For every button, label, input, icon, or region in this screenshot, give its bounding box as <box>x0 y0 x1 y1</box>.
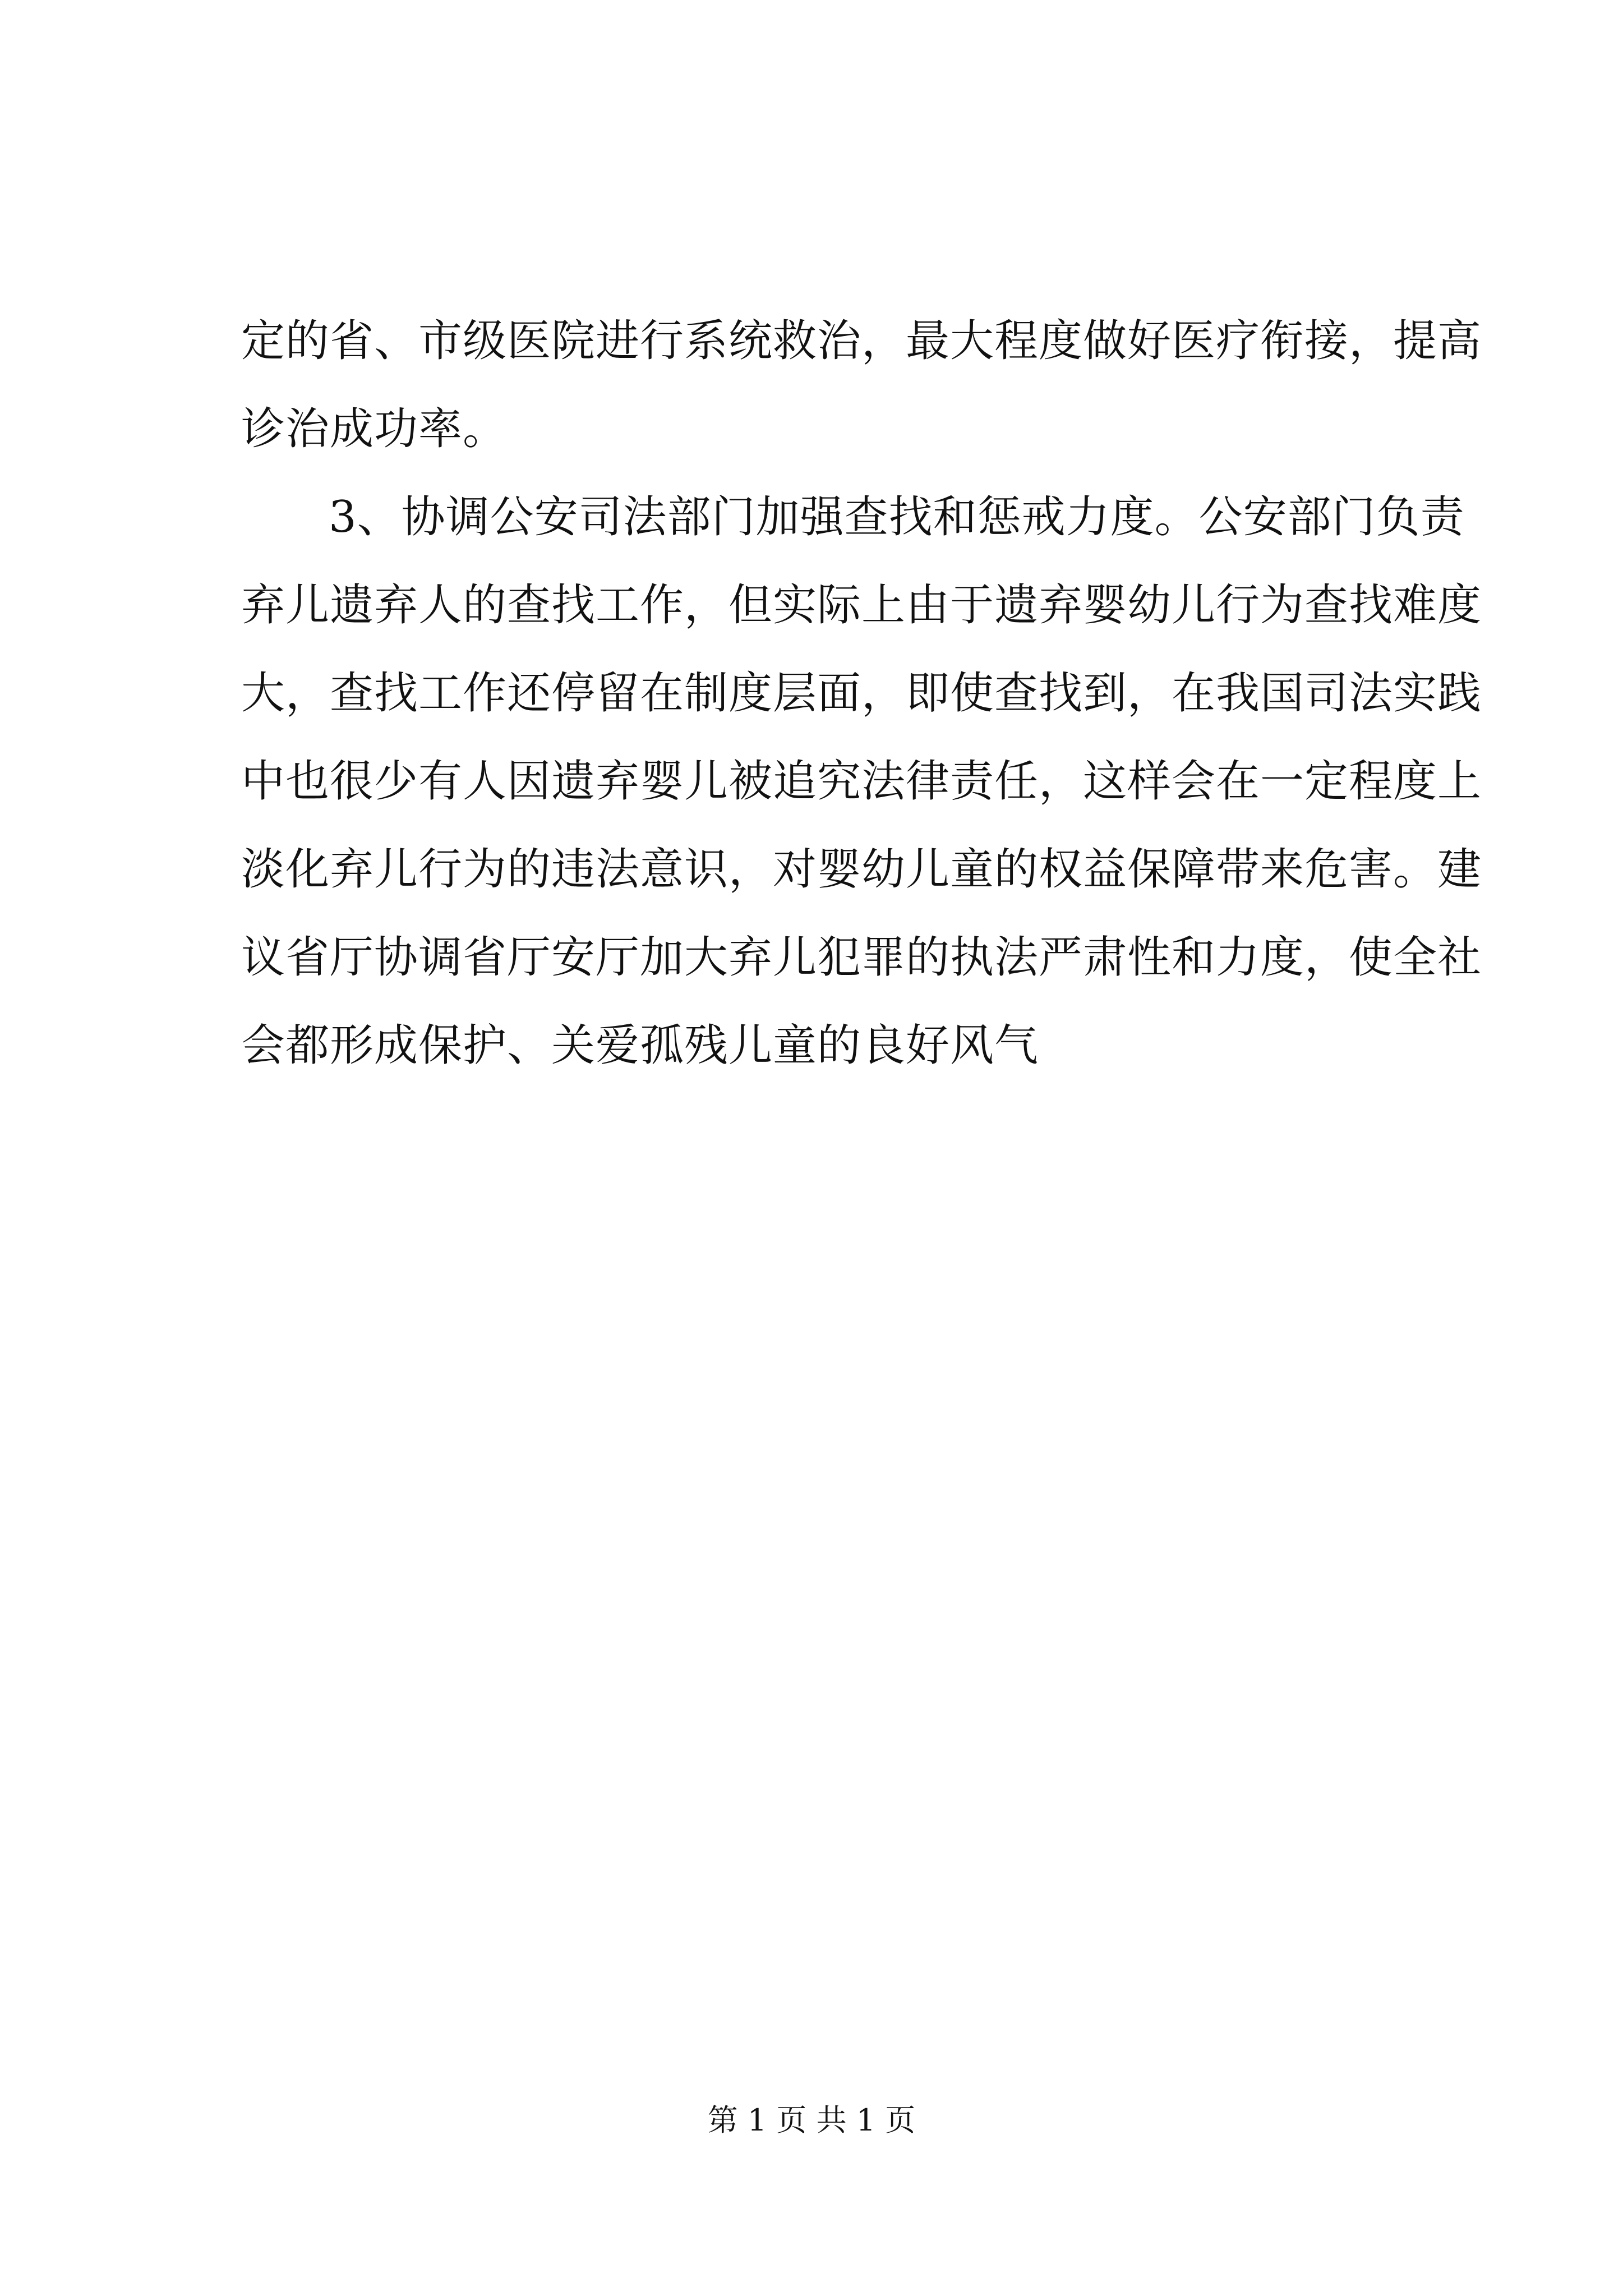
body-text-line: 弃儿遗弃人的查找工作，但实际上由于遗弃婴幼儿行为查找难度 <box>241 580 1482 631</box>
document-body <box>241 297 1482 1090</box>
page-number-footer: 第 1 页 共 1 页 <box>707 2102 916 2138</box>
body-text-line: 定的省、市级医院进行系统救治，最大程度做好医疗衔接，提高 <box>241 316 1482 366</box>
body-text-line: 诊治成功率。 <box>241 404 508 454</box>
body-text-line: 中也很少有人因遗弃婴儿被追究法律责任，这样会在一定程度上 <box>241 756 1482 807</box>
body-text-line: 大，查找工作还停留在制度层面，即使查找到，在我国司法实践 <box>241 668 1482 719</box>
body-text-line: 议省厅协调省厅安厅加大弃儿犯罪的执法严肃性和力度，使全社 <box>241 932 1482 983</box>
body-text-line: 会都形成保护、关爱孤残儿童的良好风气 <box>241 1020 1039 1071</box>
paragraph-first-line: 3、协调公安司法部门加强查找和惩戒力度。公安部门负责 <box>329 492 1465 542</box>
body-text-line: 淡化弃儿行为的违法意识，对婴幼儿童的权益保障带来危害。建 <box>241 844 1482 895</box>
